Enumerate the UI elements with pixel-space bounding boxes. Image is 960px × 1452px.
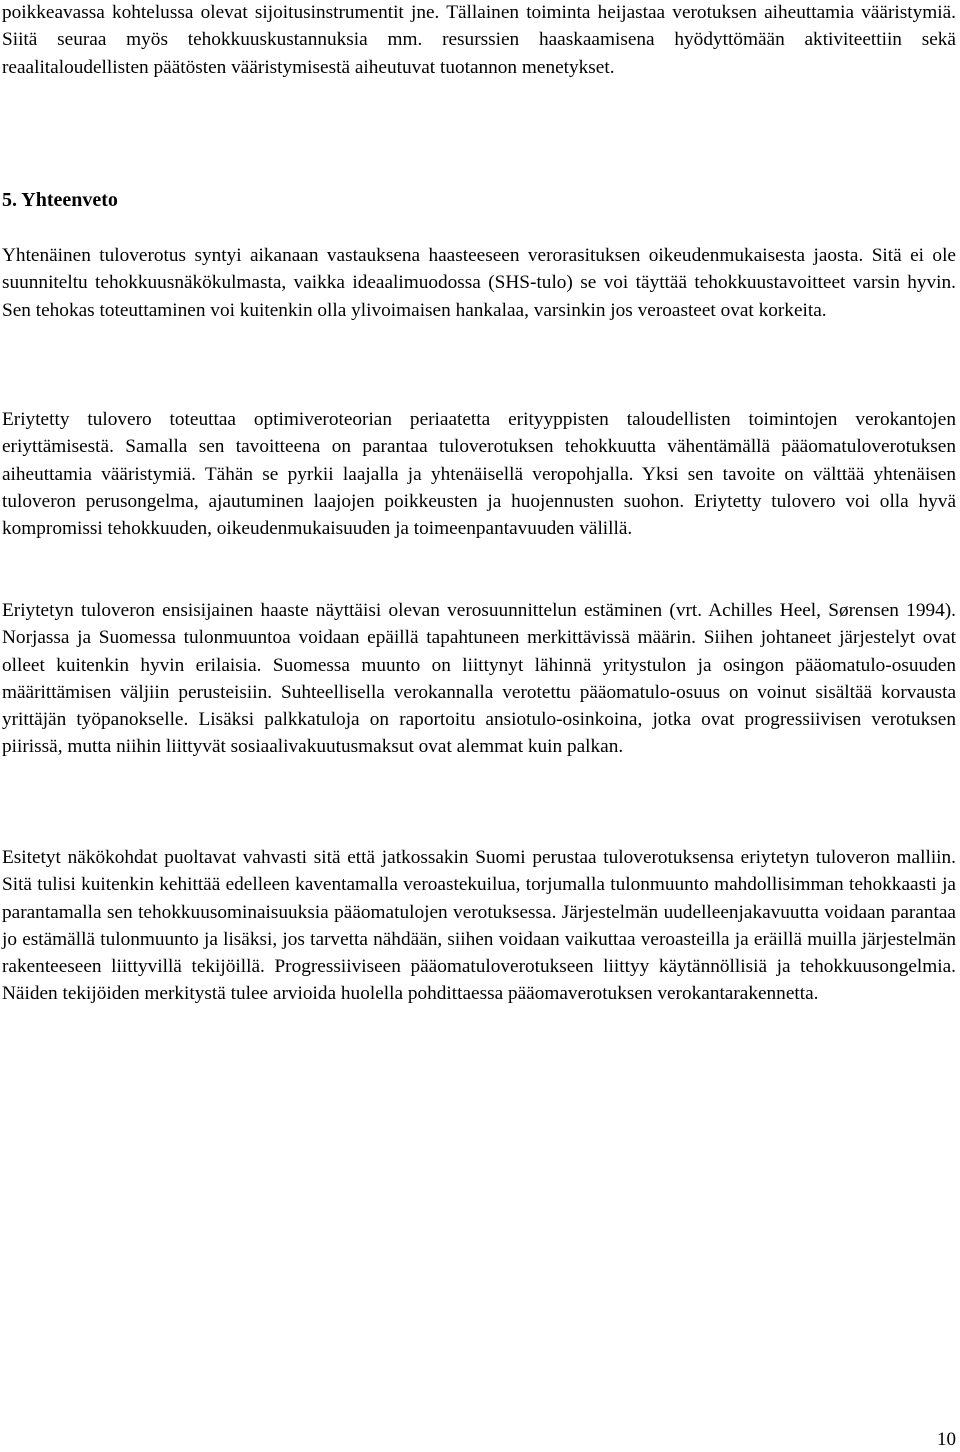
paragraph-esitetyt-nakokohdat: Esitetyt näkökohdat puoltavat vahvasti sitä että jatkossakin Suomi perustaa tuloverotuksensa eriytetyn tuloveron malliin. Sitä tulisi kuitenkin kehittää edelleen kaventamalla veroastekuilua, torjumalla tulonmuunto mahdollisimman tehokkaasti ja parantamalla sen tehokkuusominaisuuksia pääomatulojen verotuksessa. Järjestelmän uudelleenjakavuutta voidaan parantaa jo estämällä tulonmuunto ja lisäksi, jos tarvetta nähdään, siihen voidaan vaikuttaa veroasteilla ja eräillä muilla järjestelmän rakenteeseen liittyvillä tekijöillä. Progressiiviseen pääomatuloverotukseen liittyy käytännöllisiä ja tehokkuusongelmia. Näiden tekijöiden merkitystä tulee arvioida huolella pohdittaessa pääomaverotuksen verokantarakennetta. <box>2 847 956 1005</box>
page-number: 10 <box>937 1429 956 1450</box>
paragraph-ensisijainen-haaste: Eriytetyn tuloveron ensisijainen haaste näyttäisi olevan verosuunnittelun estäminen (vrt. Achilles Heel, Sørensen 1994). Norjassa ja Suomessa tulonmuuntoa voidaan epäillä tapahtuneen merkittävissä määrin. Siihen johtaneet järjestelyt ovat olleet kuitenkin hyvin erilaisia. Suomessa muunto on liittynyt lähinnä yritystulon ja osingon pääomatulo-osuuden määrittämisen väljiin perusteisiin. Suhteellisella verokannalla verotettu pääomatulo-osuus on voinut sisältää korvausta yrittäjän työpanokselle. Lisäksi palkkatuloja on raportoitu ansiotulo-osinkoina, jotka ovat progressiivisen verotuksen piirissä, mutta niihin liittyvät sosiaalivakuutusmaksut ovat alemmat kuin palkan. <box>2 600 956 758</box>
paragraph-eriytetty-tulovero: Eriytetty tulovero toteuttaa optimiveroteorian periaatetta erityyppisten taloudellisten toimintojen verokantojen eriyttämisestä. Samalla sen tavoitteena on parantaa tuloverotuksen tehokkuutta vähentämällä pääomatuloverotuksen aiheuttamia vääristymiä. Tähän se pyrkii laajalla ja yhtenäisellä veropohjalla. Yksi sen tavoite on välttää yhtenäisen tuloveron perusongelma, ajautuminen laajojen poikkeusten ja huojennusten suohon. Eriytetty tulovero voi olla hyvä kompromissi tehokkuuden, oikeudenmukaisuuden ja toimeenpantavuuden välillä. <box>2 409 956 540</box>
paragraph-yhtenainen-tuloverotus: Yhtenäinen tuloverotus syntyi aikanaan vastauksena haasteeseen verorasituksen oikeudenmukaisesta jaosta. Sitä ei ole suunniteltu tehokkuusnäkökulmasta, vaikka ideaalimuodossa (SHS-tulo) se voi täyttää tehokkuustavoitteet varsin hyvin. Sen tehokas toteuttaminen voi kuitenkin olla ylivoimaisen hankalaa, varsinkin jos veroasteet ovat korkeita. <box>2 245 956 321</box>
intro-paragraph: poikkeavassa kohtelussa olevat sijoitusinstrumentit jne. Tällainen toiminta heijastaa verotuksen aiheuttamia vääristymiä. Siitä seuraa myös tehokkuuskustannuksia mm. resurssien haaskaamisena hyödyttömään aktiviteettiin sekä reaalitaloudellisten päätösten vääristymisestä aiheutuvat tuotannon menetykset. <box>2 2 956 78</box>
section-heading: 5. Yhteenveto <box>2 189 118 211</box>
